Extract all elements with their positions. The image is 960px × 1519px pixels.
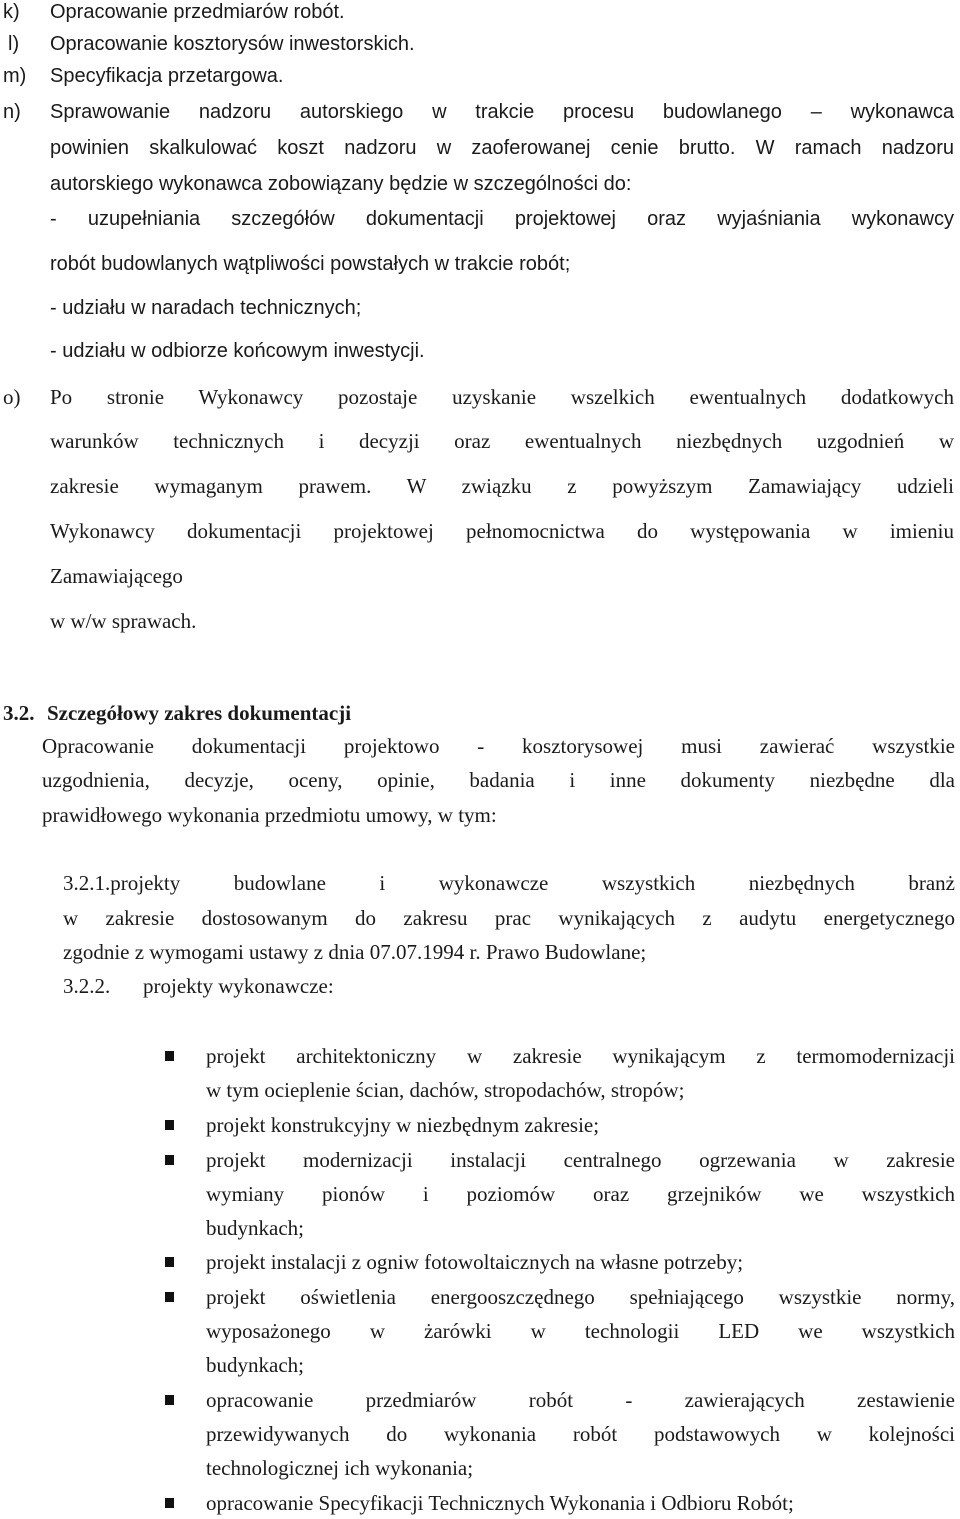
- list-item-n-line: - udziału w odbiorze końcowym inwestycji.: [50, 340, 425, 362]
- list-item-o-line: zakresie wymaganym prawem. W związku z powyższym Zamawiający udzieli: [50, 474, 954, 498]
- bullet-item-line: wyposażonego w żarówki w technologii LED we wszystkich: [206, 1319, 955, 1343]
- list-item-o-line: Zamawiającego: [50, 564, 183, 588]
- bullet-item-line: wymiany pionów i poziomów oraz grzejników we wszystkich: [206, 1182, 955, 1206]
- list-item-o-line: w w/w sprawach.: [50, 609, 197, 633]
- bullet-item-line: projekt oświetlenia energooszczędnego spełniającego wszystkie normy,: [206, 1285, 955, 1309]
- list-item-o-line: warunków technicznych i decyzji oraz ewentualnych niezbędnych uzgodnień w: [50, 429, 954, 453]
- subsection-322-number: 3.2.2.: [63, 974, 111, 998]
- bullet-item-line: projekt architektoniczny w zakresie wynikającym z termomodernizacji: [206, 1044, 955, 1068]
- bullet-item-line: opracowanie Specyfikacji Technicznych Wykonania i Odbioru Robót;: [206, 1491, 794, 1515]
- square-bullet-icon: [165, 1257, 174, 1267]
- list-marker-m: m): [3, 65, 27, 87]
- section-title: Szczegółowy zakres dokumentacji: [47, 701, 352, 725]
- bullet-item-line: przewidywanych do wykonania robót podstawowych w kolejności: [206, 1422, 955, 1446]
- section-intro-line: Opracowanie dokumentacji projektowo - kosztorysowej musi zawierać wszystkie: [42, 734, 955, 758]
- bullet-item-line: projekt instalacji z ogniw fotowoltaicznych na własne potrzeby;: [206, 1250, 744, 1274]
- list-item-n-line: robót budowlanych wątpliwości powstałych w trakcie robót;: [50, 253, 571, 275]
- list-marker-n: n): [3, 101, 21, 123]
- subsection-321-line: zgodnie z wymogami ustawy z dnia 07.07.1994 r. Prawo Budowlane;: [63, 940, 647, 964]
- list-marker-k: k): [3, 1, 20, 23]
- subsection-321-line: 3.2.1.projekty budowlane i wykonawcze wszystkich niezbędnych branż: [63, 871, 955, 895]
- bullet-item-line: technologicznej ich wykonania;: [206, 1456, 474, 1480]
- list-item-n-line: powinien skalkulować koszt nadzoru w zaoferowanej cenie brutto. W ramach nadzoru: [50, 137, 954, 159]
- list-item-n-line: - uzupełniania szczegółów dokumentacji projektowej oraz wyjaśniania wykonawcy: [50, 208, 954, 230]
- list-item-l: Opracowanie kosztorysów inwestorskich.: [50, 33, 415, 55]
- section-number: 3.2.: [3, 701, 35, 725]
- subsection-321-line: w zakresie dostosowanym do zakresu prac wynikających z audytu energetycznego: [63, 906, 955, 930]
- list-item-k: Opracowanie przedmiarów robót.: [50, 1, 345, 23]
- section-intro-line: prawidłowego wykonania przedmiotu umowy, w tym:: [42, 803, 497, 827]
- list-marker-o: o): [3, 385, 21, 409]
- list-item-n-line: - udziału w naradach technicznych;: [50, 297, 362, 319]
- square-bullet-icon: [165, 1155, 174, 1165]
- square-bullet-icon: [165, 1051, 174, 1061]
- square-bullet-icon: [165, 1498, 174, 1508]
- bullet-item-line: w tym ocieplenie ścian, dachów, stropodachów, stropów;: [206, 1078, 685, 1102]
- bullet-item-line: budynkach;: [206, 1353, 304, 1377]
- list-item-n-line: autorskiego wykonawca zobowiązany będzie w szczególności do:: [50, 173, 632, 195]
- list-marker-l: l): [8, 33, 20, 55]
- list-item-m: Specyfikacja przetargowa.: [50, 65, 284, 87]
- bullet-item-line: projekt konstrukcyjny w niezbędnym zakresie;: [206, 1113, 600, 1137]
- square-bullet-icon: [165, 1395, 174, 1405]
- list-item-o-line: Wykonawcy dokumentacji projektowej pełnomocnictwa do występowania w imieniu: [50, 519, 954, 543]
- subsection-322-title: projekty wykonawcze:: [143, 974, 334, 998]
- bullet-item-line: opracowanie przedmiarów robót - zawierających zestawienie: [206, 1388, 955, 1412]
- bullet-item-line: budynkach;: [206, 1216, 304, 1240]
- bullet-item-line: projekt modernizacji instalacji centralnego ogrzewania w zakresie: [206, 1148, 955, 1172]
- square-bullet-icon: [165, 1120, 174, 1130]
- list-item-n-line: Sprawowanie nadzoru autorskiego w trakcie procesu budowlanego – wykonawca: [50, 101, 954, 123]
- section-intro-line: uzgodnienia, decyzje, oceny, opinie, badania i inne dokumenty niezbędne dla: [42, 768, 955, 792]
- list-item-o-line: Po stronie Wykonawcy pozostaje uzyskanie wszelkich ewentualnych dodatkowych: [50, 385, 954, 409]
- square-bullet-icon: [165, 1292, 174, 1302]
